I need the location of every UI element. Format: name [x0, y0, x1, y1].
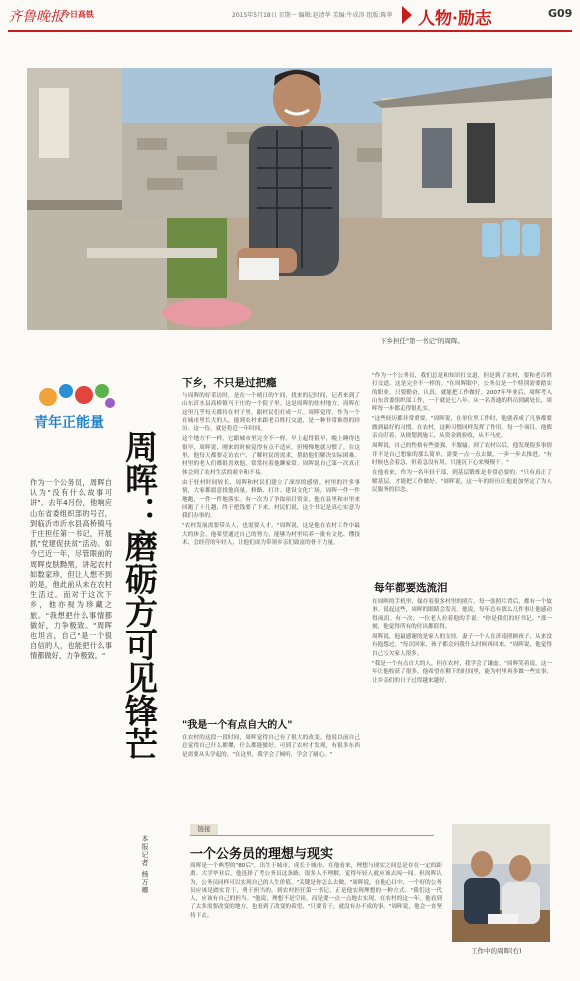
youth-energy-logo: [30, 381, 120, 437]
link-title: 一个公务员的理想与现实: [190, 847, 334, 862]
masthead: 齐鲁晚报: [8, 9, 64, 25]
issue-meta: 2015年5月18日 星期一 编辑:赵清华 美编:牛成涛 组版:陈华: [232, 12, 393, 19]
section-heading-1: 下乡，不只是过把瘾: [182, 377, 277, 389]
section-heading-2: "我是一个有点自大的人": [182, 720, 293, 731]
header-rule: [8, 30, 572, 32]
inset-caption: 工作中的周晖(右): [471, 947, 522, 955]
section-arrow-icon: [402, 6, 412, 24]
photo-caption: 下乡担任"第一书记"的周晖。: [380, 337, 464, 345]
paragraph: 这个地方不一样，它跟城市里完全不一样。早上起得很早，晚上睡得也很早，周晖说，刚来的时候觉得有点不适应，但慢慢地就习惯了。在这里，他每天都要走访农户，了解村民的需求，帮助他们解决实际困难。村里的老人们都很喜欢他，常常拉着他聊家常。周晖说自己第一次真正体会到了农村生活的艰辛和不易。: [182, 436, 360, 476]
article-column-1: [182, 392, 360, 714]
paragraph: 与周晖的好采访时，是在一个晴日的午间，找来的记时间，记者来到了山东沂水县高桥镇马于庄的一个院子里。这是周晖的驻村地方，周晖在这里几乎每天都待在村子里，跟村民们打成一片。周晖觉得，作为一个在城市里长大的人，能到农村来跟老百姓打交道，是一种非常难得的经历。这一待，就是将近一年时间。: [182, 393, 360, 433]
section-title: 人物·励志: [418, 9, 492, 29]
article-title: 周晖：磨砺方可见锋芒: [120, 430, 159, 760]
paragraph: 周晖说，自己的性格有些要强，不服输。到了农村以后，他发现很多事情并不是自己想象的那么简单，需要一点一点去做，一步一步去推进。"有时候也会着急，但着急没有用，只能沉下心来慢慢干。": [372, 443, 552, 466]
inset-photo: [452, 824, 550, 942]
paragraph: 在他看来，作为一名年轻干部，到基层锻炼是非常必要的。"只有真正了解基层，才能把工作做好。"周晖说，这一年的经历让他更加坚定了为人民服务的信念。: [372, 470, 552, 493]
link-tag: 链接: [190, 824, 218, 835]
main-photo: [27, 68, 552, 330]
byline: 本报记者 杨万卿: [141, 835, 149, 895]
section-heading-3: 每年都要选流泪: [374, 582, 448, 594]
main-photo-illustration: [27, 68, 552, 330]
youth-energy-logo-graphic: [30, 381, 120, 437]
page-number: G09: [548, 7, 573, 20]
paragraph: 在周晖的手机里，保存着很多村里的照片。每一张照片背后，都有一个故事。说起这些，周晖的眼睛会发亮。他说，每年总有那么几件事让他感动得流泪。有一次，一位老人拉着他的手说："你是我们的好书记。"那一刻，他觉得所有的付出都值得。: [372, 599, 552, 630]
lead-summary: 作为一个公务员，周晖自认为"没有什么故事可讲"。去年4月份，他响应山东省委组织部的号召，到临沂市沂水县高桥镇马于庄担任第一书记，开展抓"党建促扶贫"活动。如今已近一年，尽管眼前的周晖皮肤黝黑，讲起农村如数家珍，但让人想不到的是，他此前从未在农村生活过。而对于这次下乡，他亦视为珍藏之旅。"我想把什么事情都做好，力争极致。"周晖也坦言，自己"是一个很自信的人，也能把什么事情都做好、力争极致。": [30, 478, 112, 661]
logo-text: 青年正能量: [34, 415, 104, 431]
article-column-2: [372, 372, 552, 577]
inset-photo-illustration: [452, 824, 550, 942]
paragraph: "作为一个公务员，我们总是和知识打交道，但是到了农村，要和老百姓打交道，这是完全不一样的。"在周晖眼中，公务员是一个特别需要踏实的职业，只要勤奋、认真，就能把工作做好。2007年毕业后，周晖考入山东省委组织部工作，一干就是七八年。从一名普通的科员到副处长，周晖每一步都走得很扎实。: [372, 373, 552, 413]
paragraph: "这些经历都非常重要。"周晖说，在单位里工作时，他就养成了凡事都要做到最好的习惯。在农村，这种习惯同样发挥了作用。每一个项目，他都亲自盯着，从规划到施工，从资金到验收，从不马虎。: [372, 416, 552, 440]
paragraph: "我是一个有点自大的人，但在农村，我学会了谦虚。"周晖笑着说，这一年让他收获了很多。他希望在剩下的时间里，能为村里再多做一些实事，让乡亲们的日子过得越来越好。: [372, 661, 552, 684]
page-header: [0, 0, 580, 34]
link-text: 周晖是一个典型的"80后"，出生于城市，成长于城市。在他看来，理想与现实之间总是存在一定的距离。大学毕业后，他选择了考公务员这条路，很多人不理解，觉得年轻人就应该去闯一闯。但周晖认为，公务员同样可以实现自己的人生价值。"关键是你怎么去做。"周晖说，在他心目中，一个好的公务员应该是踏实肯干、勇于担当的。到农村担任第一书记，正是他实现理想的一种方式。"我们这一代人，应该有自己的担当。"他说，理想不是空谈，而是要一点一点地去实现。在农村的这一年，他看到了太多需要改变的地方，也看到了改变的希望。"只要肯干，就没有办不成的事。"周晖说，他会一直坚持下去。: [190, 863, 442, 919]
paragraph: 由于驻村时间较长，周晖和村民们建立了深厚的感情。村里的许多事情，大家都愿意找他商量。修路、打井、建设文化广场，周晖一件一件地跑，一件一件地落实。有一次为了争取项目资金，他在县里和市里来回跑了十几趟，终于把钱要了下来。村民们说，这个书记是真心实意为我们办事的。: [182, 479, 360, 520]
paragraph: 周晖说，他最感谢的是家人的支持。妻子一个人在济南照顾孩子，从来没有抱怨过。"每次回家，孩子都会问我什么时候再回来。"周晖说，他觉得自己亏欠家人很多。: [372, 634, 552, 657]
today-section-label: 今日高铁: [62, 10, 94, 19]
article-column-2-end: [372, 598, 552, 814]
paragraph: 在农村的这段一段时间，周晖觉得自己有了很大的改变。他说以前自己总觉得自己什么都懂，什么都能做好，可到了农村才发现，有很多东西是需要从头学起的。"在这里，我学会了倾听，学会了耐心。": [182, 735, 360, 758]
article-column-1-end: [182, 734, 360, 816]
link-rule: [190, 835, 434, 836]
paragraph: "农村发展需要带头人，也需要人才。"周晖说，这是他在农村工作中最大的体会。他希望通过自己的努力，能够为村里培养一批有文化、懂技术、会经营的年轻人，让他们成为带领乡亲们致富的骨干力量。: [182, 523, 360, 547]
